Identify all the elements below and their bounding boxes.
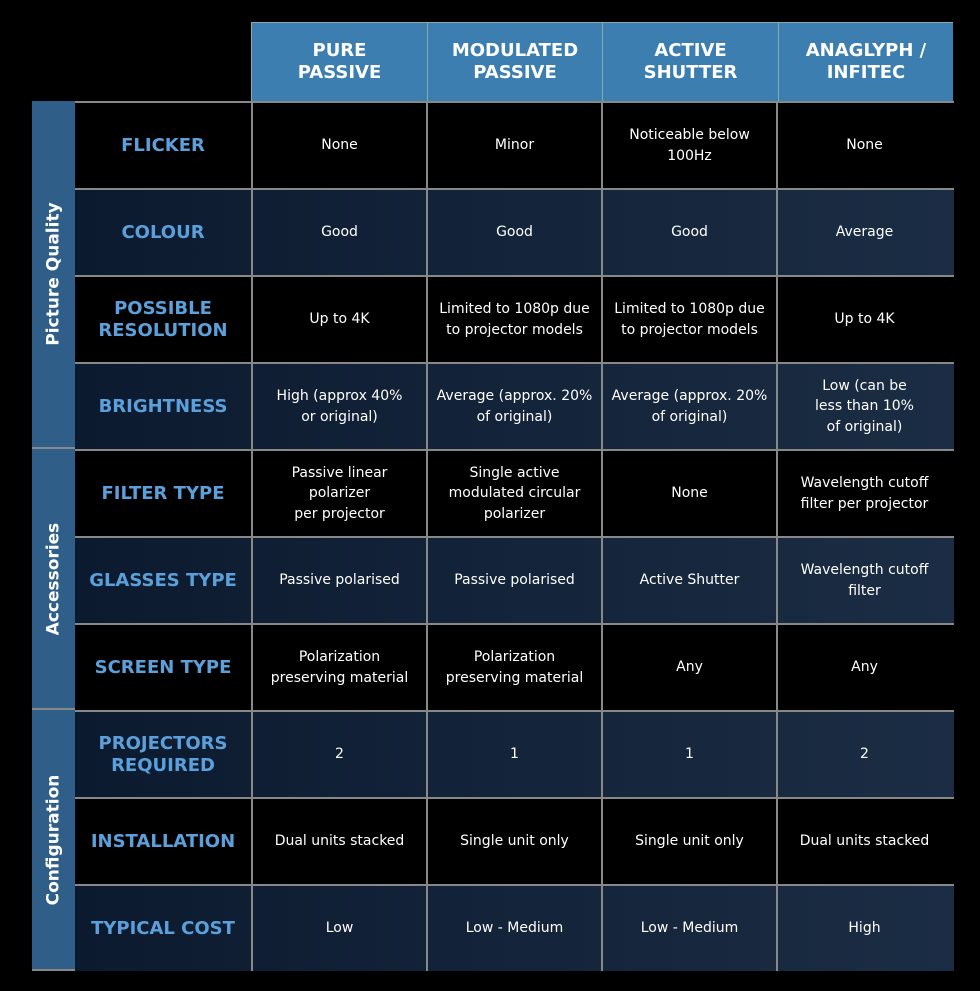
table-cell: Polarization preserving material	[426, 625, 601, 710]
group-label	[32, 449, 75, 710]
group-label	[32, 101, 75, 449]
table-cell: Passive linear polarizer per projector	[251, 451, 426, 536]
table-cell: Single unit only	[426, 799, 601, 884]
table-cell: None	[601, 451, 776, 536]
column-header: ANAGLYPH / INFITEC	[778, 22, 953, 101]
table-cell: Up to 4K	[776, 277, 951, 362]
table-cell: Minor	[426, 103, 601, 188]
table-cell: Low (can be less than 10% of original)	[776, 364, 951, 449]
row-label: BRIGHTNESS	[98, 395, 228, 417]
table-cell: 2	[776, 712, 951, 797]
row-label: COLOUR	[121, 221, 205, 243]
row-label: FILTER TYPE	[101, 482, 225, 504]
column-header: PURE PASSIVE	[251, 22, 427, 101]
table-row	[75, 710, 954, 797]
table-cell: Average (approx. 20% of original)	[601, 364, 776, 449]
table-cell: 2	[251, 712, 426, 797]
table-cell: Limited to 1080p due to projector models	[426, 277, 601, 362]
table-row	[75, 275, 954, 362]
table-cell: Wavelength cutoff filter per projector	[776, 451, 951, 536]
table-row	[75, 623, 954, 710]
table-cell: Passive polarised	[426, 538, 601, 623]
table-cell: Good	[251, 190, 426, 275]
table-cell: Wavelength cutoff filter	[776, 538, 951, 623]
table-row	[75, 536, 954, 623]
table-cell: Dual units stacked	[251, 799, 426, 884]
table-cell: Good	[601, 190, 776, 275]
table-cell: Average (approx. 20% of original)	[426, 364, 601, 449]
table-row	[75, 797, 954, 884]
table-cell: Low - Medium	[426, 886, 601, 971]
table-cell: Up to 4K	[251, 277, 426, 362]
row-label: GLASSES TYPE	[89, 569, 237, 591]
row-label: POSSIBLE RESOLUTION	[98, 297, 228, 341]
table-cell: Good	[426, 190, 601, 275]
table-cell: Polarization preserving material	[251, 625, 426, 710]
column-header: MODULATED PASSIVE	[427, 22, 602, 101]
table-cell: High (approx 40% or original)	[251, 364, 426, 449]
row-label: PROJECTORS REQUIRED	[98, 732, 228, 776]
table-row	[75, 884, 954, 971]
table-row	[75, 362, 954, 449]
table-cell: High	[776, 886, 951, 971]
table-cell: None	[776, 103, 951, 188]
table-cell: Low	[251, 886, 426, 971]
row-label: INSTALLATION	[90, 830, 236, 852]
table-cell: Average	[776, 190, 951, 275]
table-cell: Any	[601, 625, 776, 710]
table-cell: None	[251, 103, 426, 188]
table-cell: Passive polarised	[251, 538, 426, 623]
table-cell: Low - Medium	[601, 886, 776, 971]
table-cell: Dual units stacked	[776, 799, 951, 884]
table-cell: 1	[601, 712, 776, 797]
table-row	[75, 188, 954, 275]
table-row	[75, 101, 954, 188]
group-label	[32, 710, 75, 971]
column-header: ACTIVE SHUTTER	[602, 22, 778, 101]
table-cell: 1	[426, 712, 601, 797]
row-label: TYPICAL COST	[91, 917, 235, 939]
row-label: SCREEN TYPE	[94, 656, 232, 678]
table-cell: Single unit only	[601, 799, 776, 884]
table-cell: Active Shutter	[601, 538, 776, 623]
group-label-text: Accessories	[43, 522, 64, 635]
table-cell: Any	[776, 625, 951, 710]
table-cell: Single active modulated circular polarizer	[426, 451, 601, 536]
table-cell: Limited to 1080p due to projector models	[601, 277, 776, 362]
group-label-text: Configuration	[43, 774, 64, 905]
row-label: FLICKER	[121, 134, 205, 156]
group-label-text: Picture Quality	[43, 202, 64, 346]
table-cell: Noticeable below 100Hz	[601, 103, 776, 188]
table-row	[75, 449, 954, 536]
